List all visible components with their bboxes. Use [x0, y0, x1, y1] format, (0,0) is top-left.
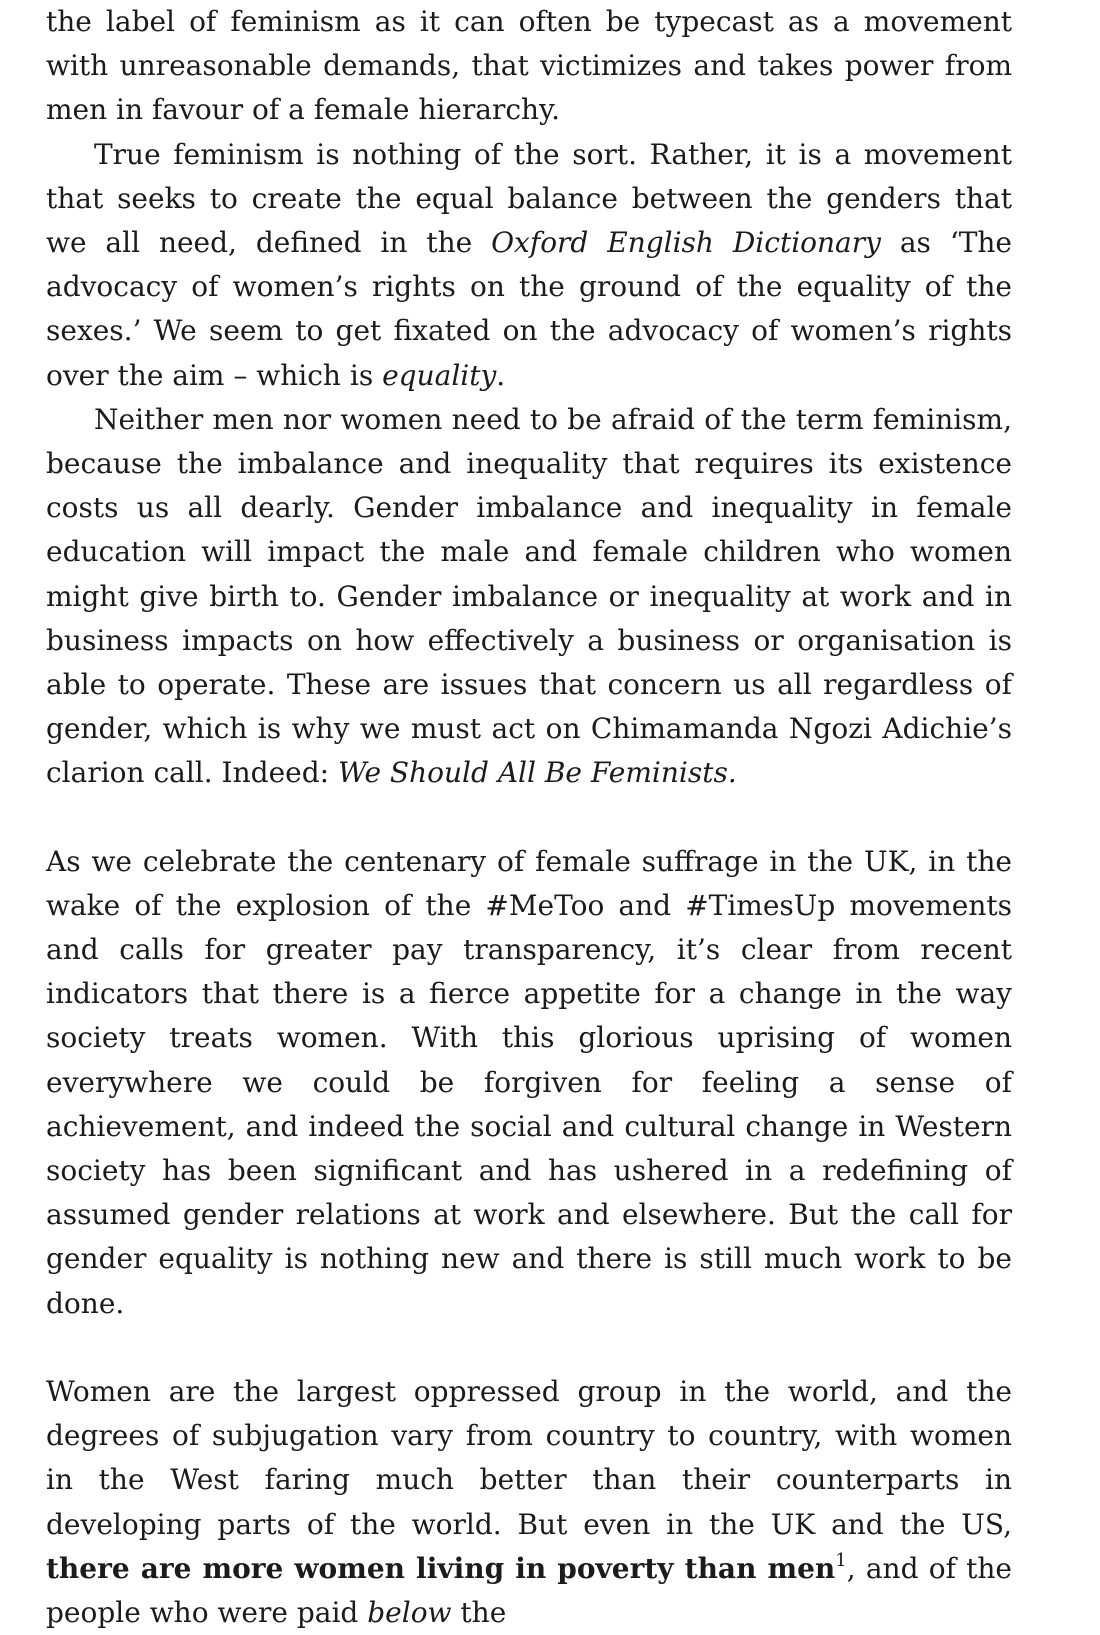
- paragraph-text: , and of the people who were paid: [46, 1551, 1013, 1629]
- paragraph-text: As we celebrate the centenary of female suffrage in the UK, in the wake of the explosion of the #MeToo and #TimesUp movements and calls for greater pay transparency, it’s clear from recent indicators that there is a fierce appetite for a change in the way society treats women. With this glorious uprising of women everywhere we could be forgiven for feeling a sense of achievement, and indeed the social and cultural change in Western society has been significant and has ushered in a redefining of assumed gender relations at work and elsewhere. But the call for gender equality is nothing new and there is still much work to be done.: [46, 844, 1012, 1320]
- paragraph-text: Women are the largest oppressed group in the world, and the degrees of subjugation vary from country to country, with women in the West faring much better than their counterparts in developing parts of the world. But even in the UK and the US,: [46, 1374, 1012, 1541]
- paragraph-neither-men-nor-women: [46, 398, 1012, 796]
- paragraph-text: the: [451, 1595, 507, 1629]
- italic-book-title: We Should All Be Feminists.: [337, 756, 737, 790]
- italic-below: below: [367, 1595, 452, 1629]
- paragraph-true-feminism: [46, 133, 1012, 398]
- italic-equality: equality: [382, 358, 497, 392]
- paragraph-feminism-label: [46, 0, 1012, 133]
- text-column: [46, 0, 1012, 1635]
- footnote-marker[interactable]: 1: [835, 1549, 847, 1571]
- section-spacer: [46, 796, 1012, 840]
- paragraph-text: .: [496, 358, 506, 392]
- paragraph-centenary: [46, 840, 1012, 1326]
- bold-poverty-statement: there are more women living in poverty than men: [46, 1551, 836, 1585]
- paragraph-text: Neither men nor women need to be afraid of the term feminism, because the imbalance and inequality that requires its existence costs us all dearly. Gender imbalance and inequality in female education will impact the male and female children who women might give birth to. Gender imbalance or inequality at work and in business impacts on how effectively a business or organisation is able to operate. These are issues that concern us all regardless of gender, which is why we must act on Chimamanda Ngozi Adichie’s clarion call. Indeed:: [46, 402, 1012, 790]
- section-spacer: [46, 1326, 1012, 1370]
- paragraph-text: the label of feminism as it can often be typecast as a movement with unreasonable demands, that victimizes and takes power from men in favour of a female hierarchy.: [46, 5, 1012, 127]
- italic-dictionary-title: Oxford English Dictionary: [491, 226, 881, 260]
- paragraph-largest-oppressed-group: [46, 1370, 1012, 1635]
- paragraph-text: as ‘The advocacy of women’s rights on the ground of the equality of the sexes.’ We seem to get fixated on the advocacy of women’s rights over the aim – which is: [46, 226, 1012, 392]
- paragraph-text: True feminism is nothing of the sort. Rather, it is a movement that seeks to create the equal balance between the genders that we all need, defined in the: [46, 137, 1012, 260]
